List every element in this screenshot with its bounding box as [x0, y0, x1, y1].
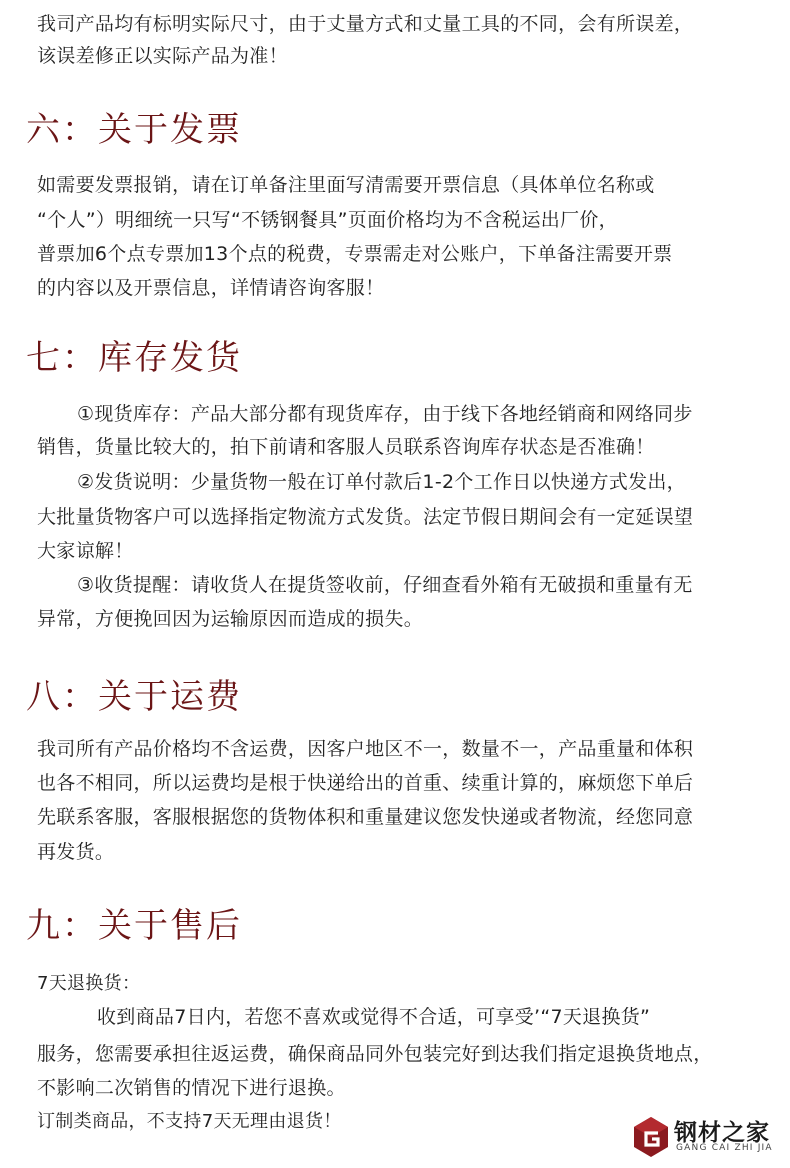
shipping-line-1: 我司所有产品价格均不含运费，因客户地区不一，数量不一，产品重量和体积	[37, 738, 694, 760]
shipping-line-2: 也各不相同，所以运费均是根于快递给出的首重、续重计算的，麻烦您下单后	[37, 772, 694, 794]
shipping-line-4: 再发货。	[37, 841, 115, 863]
invoice-line-2: “个人”）明细统一只写“不锈钢餐具”页面价格均为不含税运出厂价，	[37, 209, 618, 231]
invoice-line-3: 普票加6个点专票加13个点的税费，专票需走对公账户，下单备注需要开票	[37, 243, 673, 265]
stock-line-3: ②发货说明：少量货物一般在订单付款后1-2个工作日以快递方式发出，	[77, 471, 686, 493]
shipping-line-3: 先联系客服，客服根据您的货物体积和重量建议您发快递或者物流，经您同意	[37, 806, 694, 828]
aftersales-line-3: 服务，您需要承担往返运费，确保商品同外包装完好到达我们指定退换货地点，	[37, 1043, 713, 1065]
intro-line-2: 该误差修正以实际产品为准！	[37, 45, 288, 67]
hexagon-g-icon	[632, 1116, 670, 1162]
logo-name: 钢材之家	[674, 1120, 770, 1146]
section-heading-invoice: 六：关于发票	[26, 110, 242, 150]
logo-pinyin: GANG CAI ZHI JIA	[676, 1143, 773, 1153]
section-heading-shipping: 八：关于运费	[26, 677, 242, 717]
stock-line-7: 异常，方便挽回因为运输原因而造成的损失。	[37, 608, 424, 630]
aftersales-line-1: 7天退换货：	[37, 973, 141, 994]
stock-line-5: 大家谅解！	[37, 540, 134, 562]
stock-line-6: ③收货提醒：请收货人在提货签收前，仔细查看外箱有无破损和重量有无	[77, 574, 693, 596]
aftersales-line-2: 收到商品7日内，若您不喜欢或觉得不合适，可享受’“7天退换货”	[97, 1006, 651, 1028]
section-heading-stock: 七：库存发货	[26, 338, 242, 378]
section-heading-aftersales: 九：关于售后	[26, 906, 242, 946]
brand-logo	[632, 1114, 782, 1162]
invoice-line-4: 的内容以及开票信息，详情请咨询客服！	[37, 277, 385, 299]
intro-line-1: 我司产品均有标明实际尺寸，由于丈量方式和丈量工具的不同，会有所误差，	[37, 13, 694, 35]
aftersales-line-4: 不影响二次销售的情况下进行退换。	[37, 1077, 346, 1099]
stock-line-4: 大批量货物客户可以选择指定物流方式发货。法定节假日期间会有一定延误望	[37, 506, 694, 528]
invoice-line-1: 如需要发票报销，请在订单备注里面写清需要开票信息（具体单位名称或	[37, 174, 655, 196]
stock-line-1: ①现货库存：产品大部分都有现货库存，由于线下各地经销商和网络同步	[77, 403, 693, 425]
aftersales-line-5: 订制类商品，不支持7天无理由退货！	[37, 1111, 342, 1132]
stock-line-2: 销售，货量比较大的，拍下前请和客服人员联系咨询库存状态是否准确！	[37, 436, 655, 458]
